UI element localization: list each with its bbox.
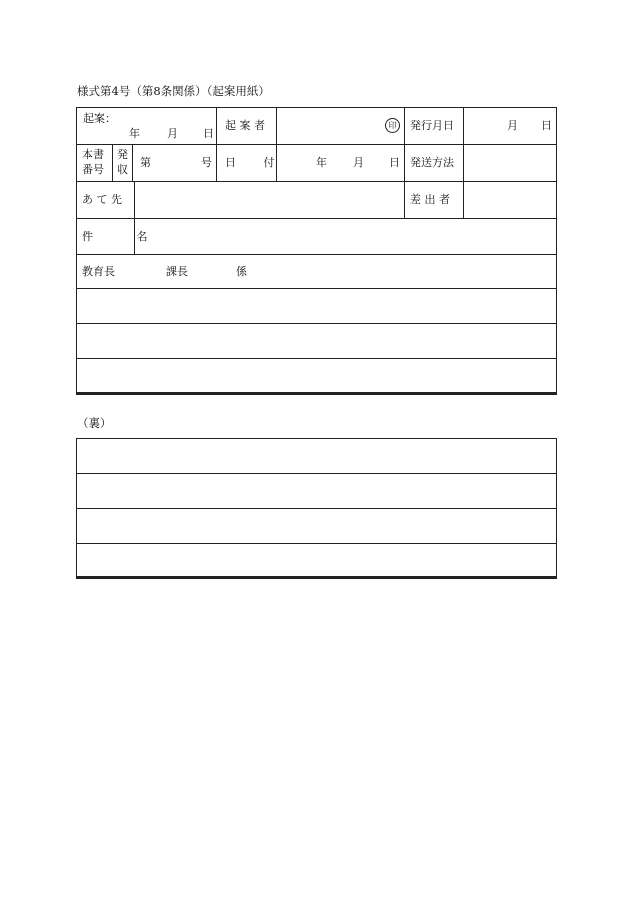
receive-label: 収 bbox=[117, 163, 128, 176]
seal-mark bbox=[385, 118, 400, 133]
send-receive-label-cell bbox=[113, 145, 133, 181]
row-subject bbox=[77, 219, 556, 255]
drafter-field[interactable] bbox=[277, 108, 405, 144]
date-label: 日 付 bbox=[225, 156, 287, 169]
number-prefix: 第 bbox=[140, 156, 151, 169]
row-document-number bbox=[77, 145, 556, 182]
subject-label: 件 名 bbox=[82, 230, 168, 243]
document-number-field[interactable] bbox=[133, 145, 217, 181]
drafter-label-cell bbox=[217, 108, 277, 144]
back-line-4[interactable] bbox=[77, 544, 556, 578]
issue-date-field[interactable] bbox=[464, 108, 556, 144]
sender-label: 差 出 者 bbox=[410, 193, 450, 206]
body-line-2[interactable] bbox=[77, 324, 556, 359]
back-side-title: （裏） bbox=[77, 416, 112, 430]
superintendent-label: 教育長 bbox=[82, 265, 115, 278]
sender-label-cell bbox=[405, 182, 464, 218]
date-month: 月 bbox=[353, 156, 364, 169]
body-line-1[interactable] bbox=[77, 289, 556, 324]
draft-day: 日 bbox=[203, 127, 214, 140]
drafter-label: 起 案 者 bbox=[225, 119, 265, 132]
draft-month: 月 bbox=[167, 127, 178, 140]
send-method-label: 発送方法 bbox=[410, 156, 454, 169]
sender-field[interactable] bbox=[464, 182, 556, 218]
back-line-3[interactable] bbox=[77, 509, 556, 544]
send-method-label-cell bbox=[405, 145, 464, 181]
row-draft-date bbox=[77, 108, 556, 145]
doc-number-label-1: 本書 bbox=[82, 148, 104, 161]
date-label-cell bbox=[217, 145, 287, 181]
address-label-cell bbox=[77, 182, 135, 218]
subject-label-cell bbox=[77, 219, 168, 254]
draft-label: 起案： bbox=[83, 112, 116, 125]
back-line-1[interactable] bbox=[77, 439, 556, 474]
seal-icon: 印 bbox=[385, 118, 400, 133]
subject-field[interactable] bbox=[135, 219, 556, 254]
draft-year: 年 bbox=[129, 127, 140, 140]
doc-number-label-cell bbox=[77, 145, 113, 181]
number-suffix: 号 bbox=[201, 156, 212, 169]
form-title: 様式第4号（第8条関係）（起案用紙） bbox=[77, 84, 270, 98]
draft-date-cell[interactable] bbox=[77, 108, 217, 144]
date-field[interactable] bbox=[277, 145, 405, 181]
address-label: あ て 先 bbox=[82, 193, 122, 206]
issue-day: 日 bbox=[541, 119, 552, 132]
back-side-table bbox=[76, 438, 557, 579]
body-line-3[interactable] bbox=[77, 359, 556, 394]
section-chief-label: 課長 bbox=[166, 265, 188, 278]
send-label: 発 bbox=[117, 148, 128, 161]
issue-month: 月 bbox=[507, 119, 518, 132]
back-line-2[interactable] bbox=[77, 474, 556, 509]
row-address bbox=[77, 182, 556, 219]
staff-label: 係 bbox=[236, 265, 247, 278]
doc-number-label-2: 番号 bbox=[82, 163, 104, 176]
row-approvers bbox=[77, 255, 556, 289]
date-day: 日 bbox=[389, 156, 400, 169]
issue-date-label: 発行月日 bbox=[410, 119, 454, 132]
table-bottom-rule bbox=[76, 392, 557, 395]
draft-form-table bbox=[76, 107, 557, 395]
back-table-bottom-rule bbox=[76, 576, 557, 579]
issue-date-label-cell bbox=[405, 108, 464, 144]
date-year: 年 bbox=[316, 156, 327, 169]
address-field[interactable] bbox=[135, 182, 405, 218]
send-method-field[interactable] bbox=[464, 145, 556, 181]
